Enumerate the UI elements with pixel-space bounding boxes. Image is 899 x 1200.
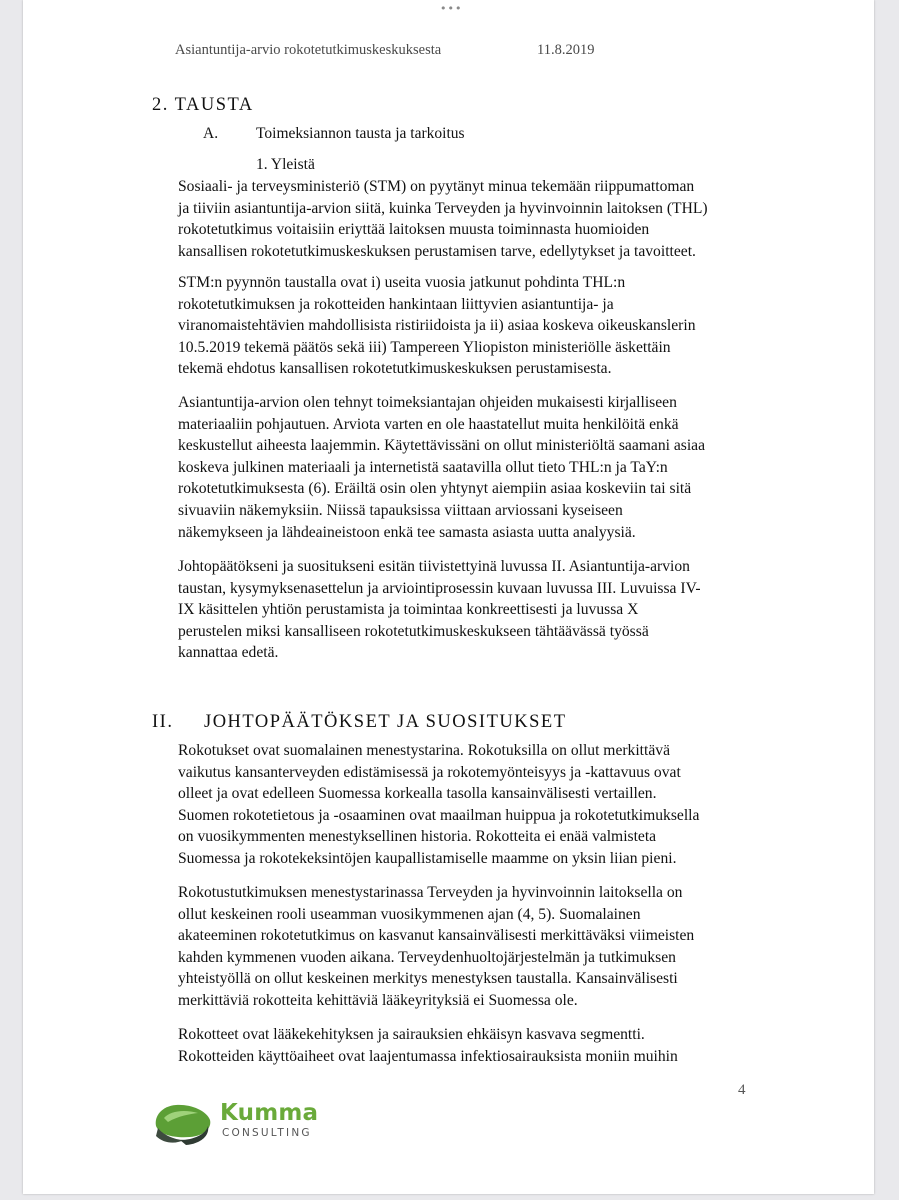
paragraph xyxy=(178,392,748,543)
kumma-rock-icon xyxy=(150,1096,214,1148)
text-line: Suomessa ja rokotekeksintöjen kaupallistamiselle maamme on yksin liian pieni. xyxy=(178,849,677,867)
text-line: Sosiaali- ja terveysministeriö (STM) on pyytänyt minua tekemään riippumattoman xyxy=(178,178,695,195)
header-date: 11.8.2019 xyxy=(537,42,595,58)
text-line: Asiantuntija-arvion olen tehnyt toimeksiantajan ohjeiden mukaisesti kirjalliseen xyxy=(178,394,677,411)
text-line: vaikutus kansanterveyden edistämisessä ja rokotemyönteisyys ja -kattavuus ovat xyxy=(178,763,681,781)
paragraph xyxy=(178,556,748,664)
text-line: merkittäviä rokotteita kehittäviä lääkeyrityksiä ei Suomessa ole. xyxy=(178,991,578,1009)
company-logo xyxy=(150,1096,330,1150)
paragraph xyxy=(178,272,748,380)
text-line: viranomaistehtävien mahdollisista ristiriidoista ja ii) asiaa koskeva oikeuskanslerin xyxy=(178,317,696,335)
text-line: rokotetutkimuksen ja rokotteiden hankintaan liittyvien asiantuntija- ja xyxy=(178,295,614,313)
text-line: 10.5.2019 tekemä päätös sekä iii) Tampereen Yliopiston ministeriölle äskettäin xyxy=(178,338,671,356)
more-options-icon[interactable]: ••• xyxy=(440,2,463,15)
paragraph xyxy=(178,1024,748,1067)
text-line: on vuosikymmenten menestyksellinen historia. Rokotteita ei enää valmisteta xyxy=(178,828,657,846)
page-number: 4 xyxy=(738,1082,746,1098)
text-line: ollut keskeinen rooli useamman vuosikymmenen ajan (4, 5). Suomalainen xyxy=(178,905,641,923)
paragraph xyxy=(178,740,748,870)
text-line: akateeminen rokotetutkimus on kasvanut kansainvälisesti merkittäväksi viimeisten xyxy=(178,927,695,945)
text-line: rokotetutkimuksesta (6). Eräiltä osin olen yhtynyt aiempiin asiaa koskeviin tai sitä xyxy=(178,480,692,498)
text-line: perustelen miksi kansalliseen rokotetutkimuskeskukseen tähtäävässä työssä xyxy=(178,622,649,640)
text-line: taustan, kysymyksenasettelun ja arviointiprosessin kuvaan luvussa III. Luvuissa IV- xyxy=(178,579,701,597)
section-heading-johtopaatokset: JOHTOPÄÄTÖKSET JA SUOSITUKSET xyxy=(204,712,567,732)
paragraph xyxy=(178,882,748,1012)
text-line: STM:n pyynnön taustalla ovat i) useita vuosia jatkunut pohdinta THL:n xyxy=(178,274,626,291)
text-line: Suomen rokotetietous ja -osaaminen ovat maailman huippua ja rokotetutkimuksella xyxy=(178,806,700,824)
subsection-title: Toimeksiannon tausta ja tarkoitus xyxy=(256,125,465,142)
text-line: IX käsittelen yhtiön perustamista ja toimintaa konkreettisesti ja luvussa X xyxy=(178,601,639,619)
logo-name: Kumma xyxy=(220,1100,319,1126)
text-line: koskeva julkinen materiaali ja internetistä saatavilla ollut tieto THL:n ja TaY:n xyxy=(178,458,668,476)
section-heading-tausta: 2. TAUSTA xyxy=(152,95,254,115)
text-line: näkemykseen ja lähdeaineistoon enkä tee samasta asiasta uutta analyysiä. xyxy=(178,523,636,541)
text-line: tekemä ehdotus kansallisen rokotetutkimuskeskuksen perustamisesta. xyxy=(178,360,612,378)
text-line: materiaaliin pohjautuen. Arviota varten en ole haastatellut muita henkilöitä enkä xyxy=(178,415,679,433)
text-line: rokotetutkimus voitaisiin eriyttää laitoksen muusta toiminnasta huomioiden xyxy=(178,221,650,239)
text-line: Johtopäätökseni ja suositukseni esitän tiivistettyinä luvussa II. Asiantuntija-arvion xyxy=(178,558,690,575)
page-header xyxy=(175,42,595,59)
text-line: Rokotteet ovat lääkekehityksen ja sairauksien ehkäisyn kasvava segmentti. xyxy=(178,1026,645,1043)
text-line: ja tiiviin asiantuntija-arvion siitä, kuinka Terveyden ja hyvinvoinnin laitoksen (THL) xyxy=(178,199,708,217)
subsubsection-title: 1. Yleistä xyxy=(256,156,315,173)
text-line: olleet ja ovat edelleen Suomessa korkealla tasolla kansainvälisesti vertaillen. xyxy=(178,785,657,803)
subsection-letter: A. xyxy=(203,125,219,142)
text-line: Rokotteiden käyttöaiheet ovat laajentumassa infektiosairauksista moniin muihin xyxy=(178,1047,678,1065)
text-line: Rokotukset ovat suomalainen menestystarina. Rokotuksilla on ollut merkittävä xyxy=(178,742,670,759)
header-title: Asiantuntija-arvio rokotetutkimuskeskuksesta xyxy=(175,42,442,58)
text-line: kahden kymmenen vuoden aikana. Terveydenhuoltojärjestelmän ja tutkimuksen xyxy=(178,948,676,966)
text-line: Rokotustutkimuksen menestystarinassa Terveyden ja hyvinvoinnin laitoksella on xyxy=(178,884,683,901)
text-line: kansallisen rokotetutkimuskeskuksen perustamisen tarve, edellytykset ja tavoitteet. xyxy=(178,242,696,260)
text-line: sivuaviin näkemyksiin. Niissä tapauksissa viittaan arviossani kyseiseen xyxy=(178,501,623,519)
text-line: keskustellut aiheesta laajemmin. Käytettävissäni on ollut ministeriöltä saamani asiaa xyxy=(178,437,706,455)
logo-subtitle: CONSULTING xyxy=(222,1127,312,1139)
text-line: kannattaa edetä. xyxy=(178,644,279,662)
text-line: yhteistyöllä on ollut keskeinen merkitys menestyksen taustalla. Kansainvälisesti xyxy=(178,970,678,988)
section-numeral: II. xyxy=(152,712,174,732)
paragraph xyxy=(178,176,748,262)
